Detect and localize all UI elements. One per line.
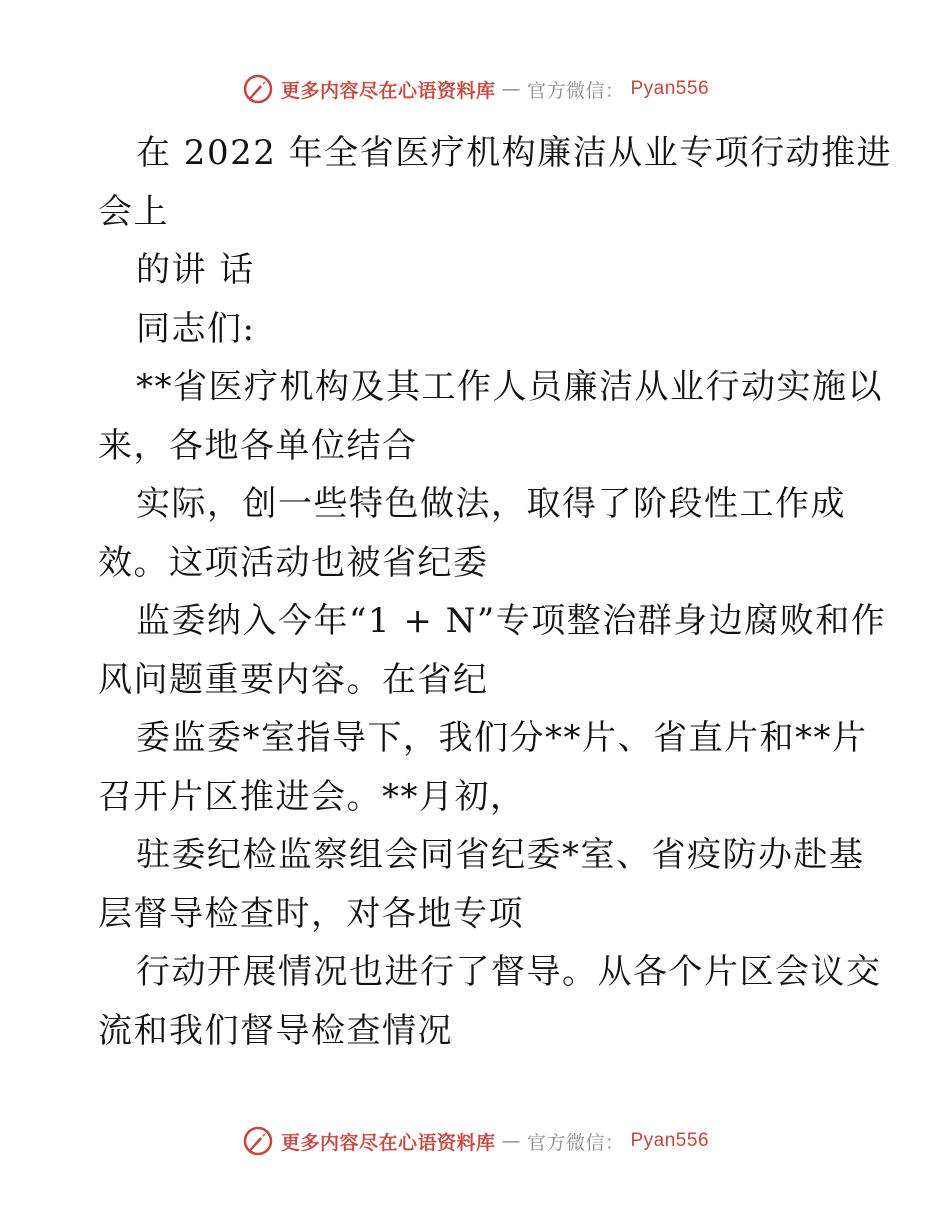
paragraph-line: **省医疗机构及其工作人员廉洁从业行动实施以 (136, 367, 883, 407)
watermark-wechat-label: 官方微信： (526, 79, 625, 102)
document-body (98, 124, 893, 1060)
watermark-dash: — (501, 78, 521, 100)
watermark-dash: — (501, 1130, 521, 1152)
watermark-main-text: 更多内容尽在心语资料库 (280, 1131, 496, 1154)
paragraph-line: 风问题重要内容。在省纪 (98, 659, 489, 700)
title-line-1: 在 2022 年全省医疗机构廉洁从业专项行动推进 (136, 133, 893, 173)
paragraph-line: 层督导检查时，对各地专项 (98, 893, 524, 934)
footer-watermark (0, 1124, 950, 1158)
paragraph-line: 效。这项活动也被省纪委 (98, 542, 489, 583)
watermark-main-text: 更多内容尽在心语资料库 (280, 79, 496, 102)
watermark-wechat-id: Pyan556 (630, 1130, 710, 1151)
pen-nib-logo-icon (241, 1124, 275, 1158)
watermark-wechat-id: Pyan556 (630, 78, 710, 99)
paragraph-line: 流和我们督导检查情况 (98, 1010, 453, 1051)
title-line-2: 会上 (98, 191, 169, 232)
paragraph-line: 驻委纪检监察组会同省纪委*室、省疫防办赴基 (136, 835, 865, 875)
paragraph-line: 行动开展情况也进行了督导。从各个片区会议交 (136, 952, 882, 992)
title-line-3: 的讲 话 (136, 250, 255, 290)
paragraph-line: 实际，创一些特色做法，取得了阶段性工作成 (136, 484, 846, 524)
header-watermark (0, 72, 950, 106)
salutation: 同志们: (136, 308, 256, 349)
paragraph-line: 来，各地各单位结合 (98, 425, 418, 466)
paragraph-line: 委监委*室指导下，我们分**片、省直片和**片 (136, 718, 868, 758)
watermark-wechat-label: 官方微信： (526, 1131, 625, 1154)
paragraph-line: 监委纳入今年“1 + N”专项整治群身边腐败和作 (136, 601, 887, 641)
paragraph-line: 召开片区推进会。**月初， (98, 776, 526, 817)
pen-nib-logo-icon (241, 72, 275, 106)
